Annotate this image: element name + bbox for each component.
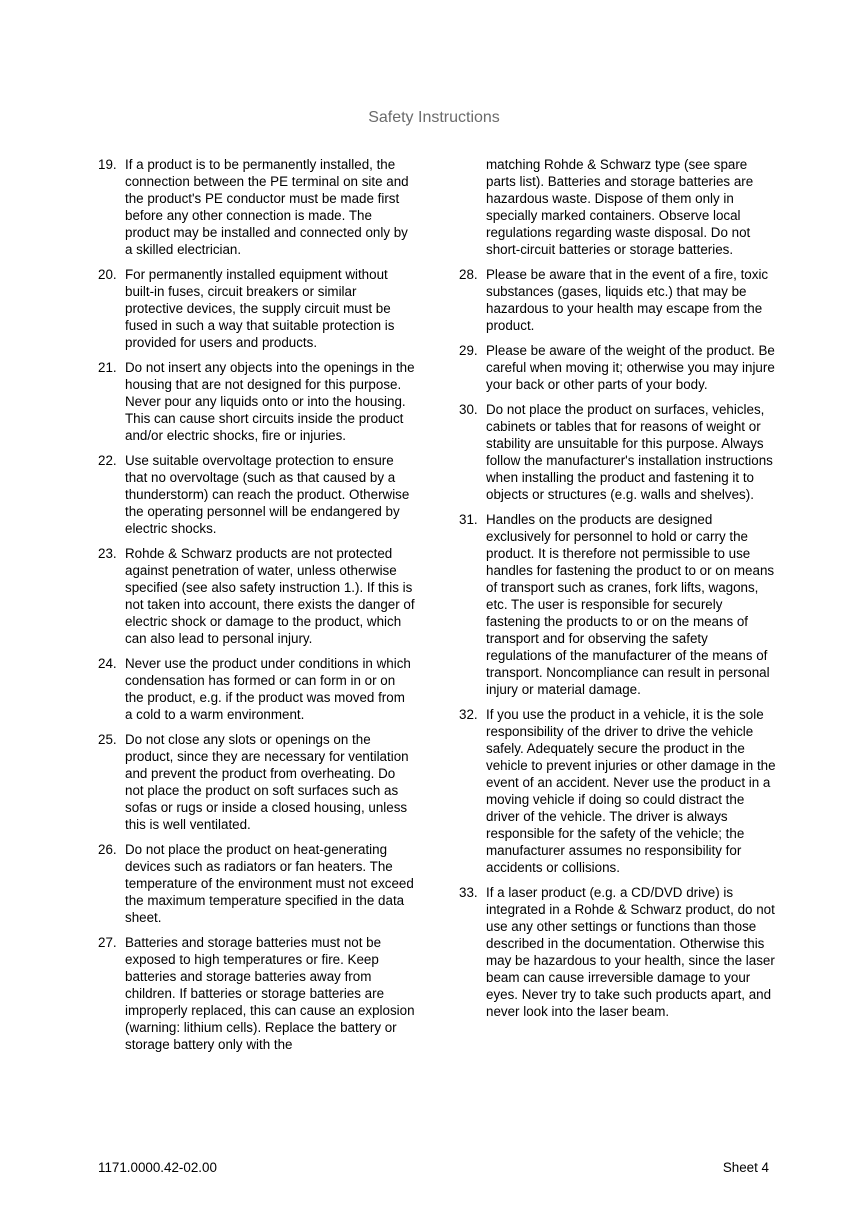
item-text: Do not place the product on heat-generating devices such as radiators or fan heaters. The temperature of the environment must not exceed the maximum temperature specified in the data sheet. xyxy=(125,842,414,925)
safety-item-19 xyxy=(98,156,416,258)
item-number: 23. xyxy=(98,546,117,561)
safety-item-29 xyxy=(459,342,777,393)
item-text: If you use the product in a vehicle, it is the sole responsibility of the driver to drive the vehicle safely. Adequately secure the product in the vehicle to prevent injuries or other damage in the event of an accident. Never use the product in a moving vehicle if doing so could distract the driver of the vehicle. The driver is always responsible for the safety of the vehicle; the manufacturer assumes no responsibility for accidents or collisions. xyxy=(486,707,776,875)
item-number: 27. xyxy=(98,935,117,950)
safety-item-26 xyxy=(98,841,416,926)
item-number: 32. xyxy=(459,707,478,722)
safety-item-21 xyxy=(98,359,416,444)
footer-sheet-number: Sheet 4 xyxy=(722,1160,769,1175)
item-number: 21. xyxy=(98,360,117,375)
safety-item-20 xyxy=(98,266,416,351)
item-text: Never use the product under conditions in which condensation has formed or can form in or on the product, e.g. if the product was moved from a cold to a warm environment. xyxy=(125,656,411,722)
item-number: 25. xyxy=(98,732,117,747)
right-column xyxy=(459,156,777,1028)
safety-item-31 xyxy=(459,511,777,698)
item-number: 28. xyxy=(459,267,478,282)
item-text: Do not insert any objects into the openings in the housing that are not designed for this purpose. Never pour any liquids onto or into the housing. This can cause short circuits inside the product and/or electric shocks, fire or injuries. xyxy=(125,360,415,443)
item-text: matching Rohde & Schwarz type (see spare parts list). Batteries and storage batteries are hazardous waste. Dispose of them only in specially marked containers. Observe local regulations regarding waste disposal. Do not short-circuit batteries or storage batteries. xyxy=(486,157,754,257)
safety-item-24 xyxy=(98,655,416,723)
safety-item-33 xyxy=(459,884,777,1020)
item-text: Batteries and storage batteries must not be exposed to high temperatures or fire. Keep batteries and storage batteries away from children. If batteries or storage batteries are improperly replaced, this can cause an explosion (warning: lithium cells). Replace the battery or storage battery only with the xyxy=(125,935,415,1052)
item-number: 22. xyxy=(98,453,117,468)
safety-item-23 xyxy=(98,545,416,647)
item-number: 30. xyxy=(459,402,478,417)
item-text: If a laser product (e.g. a CD/DVD drive) is integrated in a Rohde & Schwarz product, do not use any other settings or functions than those described in the documentation. Otherwise this may be hazardous to your health, since the laser beam can cause irreversible damage to your eyes. Never try to take such products apart, and never look into the laser beam. xyxy=(486,885,775,1019)
safety-item-25 xyxy=(98,731,416,833)
item-number: 24. xyxy=(98,656,117,671)
left-column xyxy=(98,156,416,1061)
item-number: 20. xyxy=(98,267,117,282)
safety-item-30 xyxy=(459,401,777,503)
item-text: Do not close any slots or openings on the product, since they are necessary for ventilation and prevent the product from overheating. Do not place the product on soft surfaces such as sofas or rugs or inside a closed housing, unless this is well ventilated. xyxy=(125,732,409,832)
page-header-title: Safety Instructions xyxy=(368,109,500,126)
item-number: 29. xyxy=(459,343,478,358)
safety-item-27 xyxy=(98,934,416,1053)
item-number: 19. xyxy=(98,157,117,172)
item-text: Handles on the products are designed exclusively for personnel to hold or carry the product. It is therefore not permissible to use handles for fastening the product to or on means of transport such as cranes, fork lifts, wagons, etc. The user is responsible for securely fastening the products to or on the means of transport and for observing the safety regulations of the manufacturer of the means of transport. Noncompliance can result in personal injury or material damage. xyxy=(486,512,775,697)
safety-item-28 xyxy=(459,266,777,334)
item-text: Please be aware that in the event of a fire, toxic substances (gases, liquids etc.) that may be hazardous to your health may escape from the product. xyxy=(486,267,769,333)
footer-doc-number: 1171.0000.42-02.00 xyxy=(98,1160,217,1175)
item-text: If a product is to be permanently installed, the connection between the PE terminal on site and the product's PE conductor must be made first before any other connection is made. The product may be installed and connected only by a skilled electrician. xyxy=(125,157,409,257)
safety-item-27-continued xyxy=(459,156,777,258)
item-text: For permanently installed equipment without built-in fuses, circuit breakers or similar protective devices, the supply circuit must be fused in such a way that suitable protection is provided for users and products. xyxy=(125,267,395,350)
item-text: Do not place the product on surfaces, vehicles, cabinets or tables that for reasons of weight or stability are unsuitable for this purpose. Always follow the manufacturer's installation instructions when installing the product and fastening it to objects or structures (e.g. walls and shelves). xyxy=(486,402,773,502)
item-number: 31. xyxy=(459,512,478,527)
item-number: 26. xyxy=(98,842,117,857)
safety-item-22 xyxy=(98,452,416,537)
safety-item-32 xyxy=(459,706,777,876)
item-number: 33. xyxy=(459,885,478,900)
item-text: Use suitable overvoltage protection to ensure that no overvoltage (such as that caused by a thunderstorm) can reach the product. Otherwise the operating personnel will be endangered by electric shocks. xyxy=(125,453,410,536)
item-text: Rohde & Schwarz products are not protected against penetration of water, unless otherwise specified (see also safety instruction 1.). If this is not taken into account, there exists the danger of electric shock or damage to the product, which can also lead to personal injury. xyxy=(125,546,415,646)
item-text: Please be aware of the weight of the product. Be careful when moving it; otherwise you may injure your back or other parts of your body. xyxy=(486,343,775,392)
